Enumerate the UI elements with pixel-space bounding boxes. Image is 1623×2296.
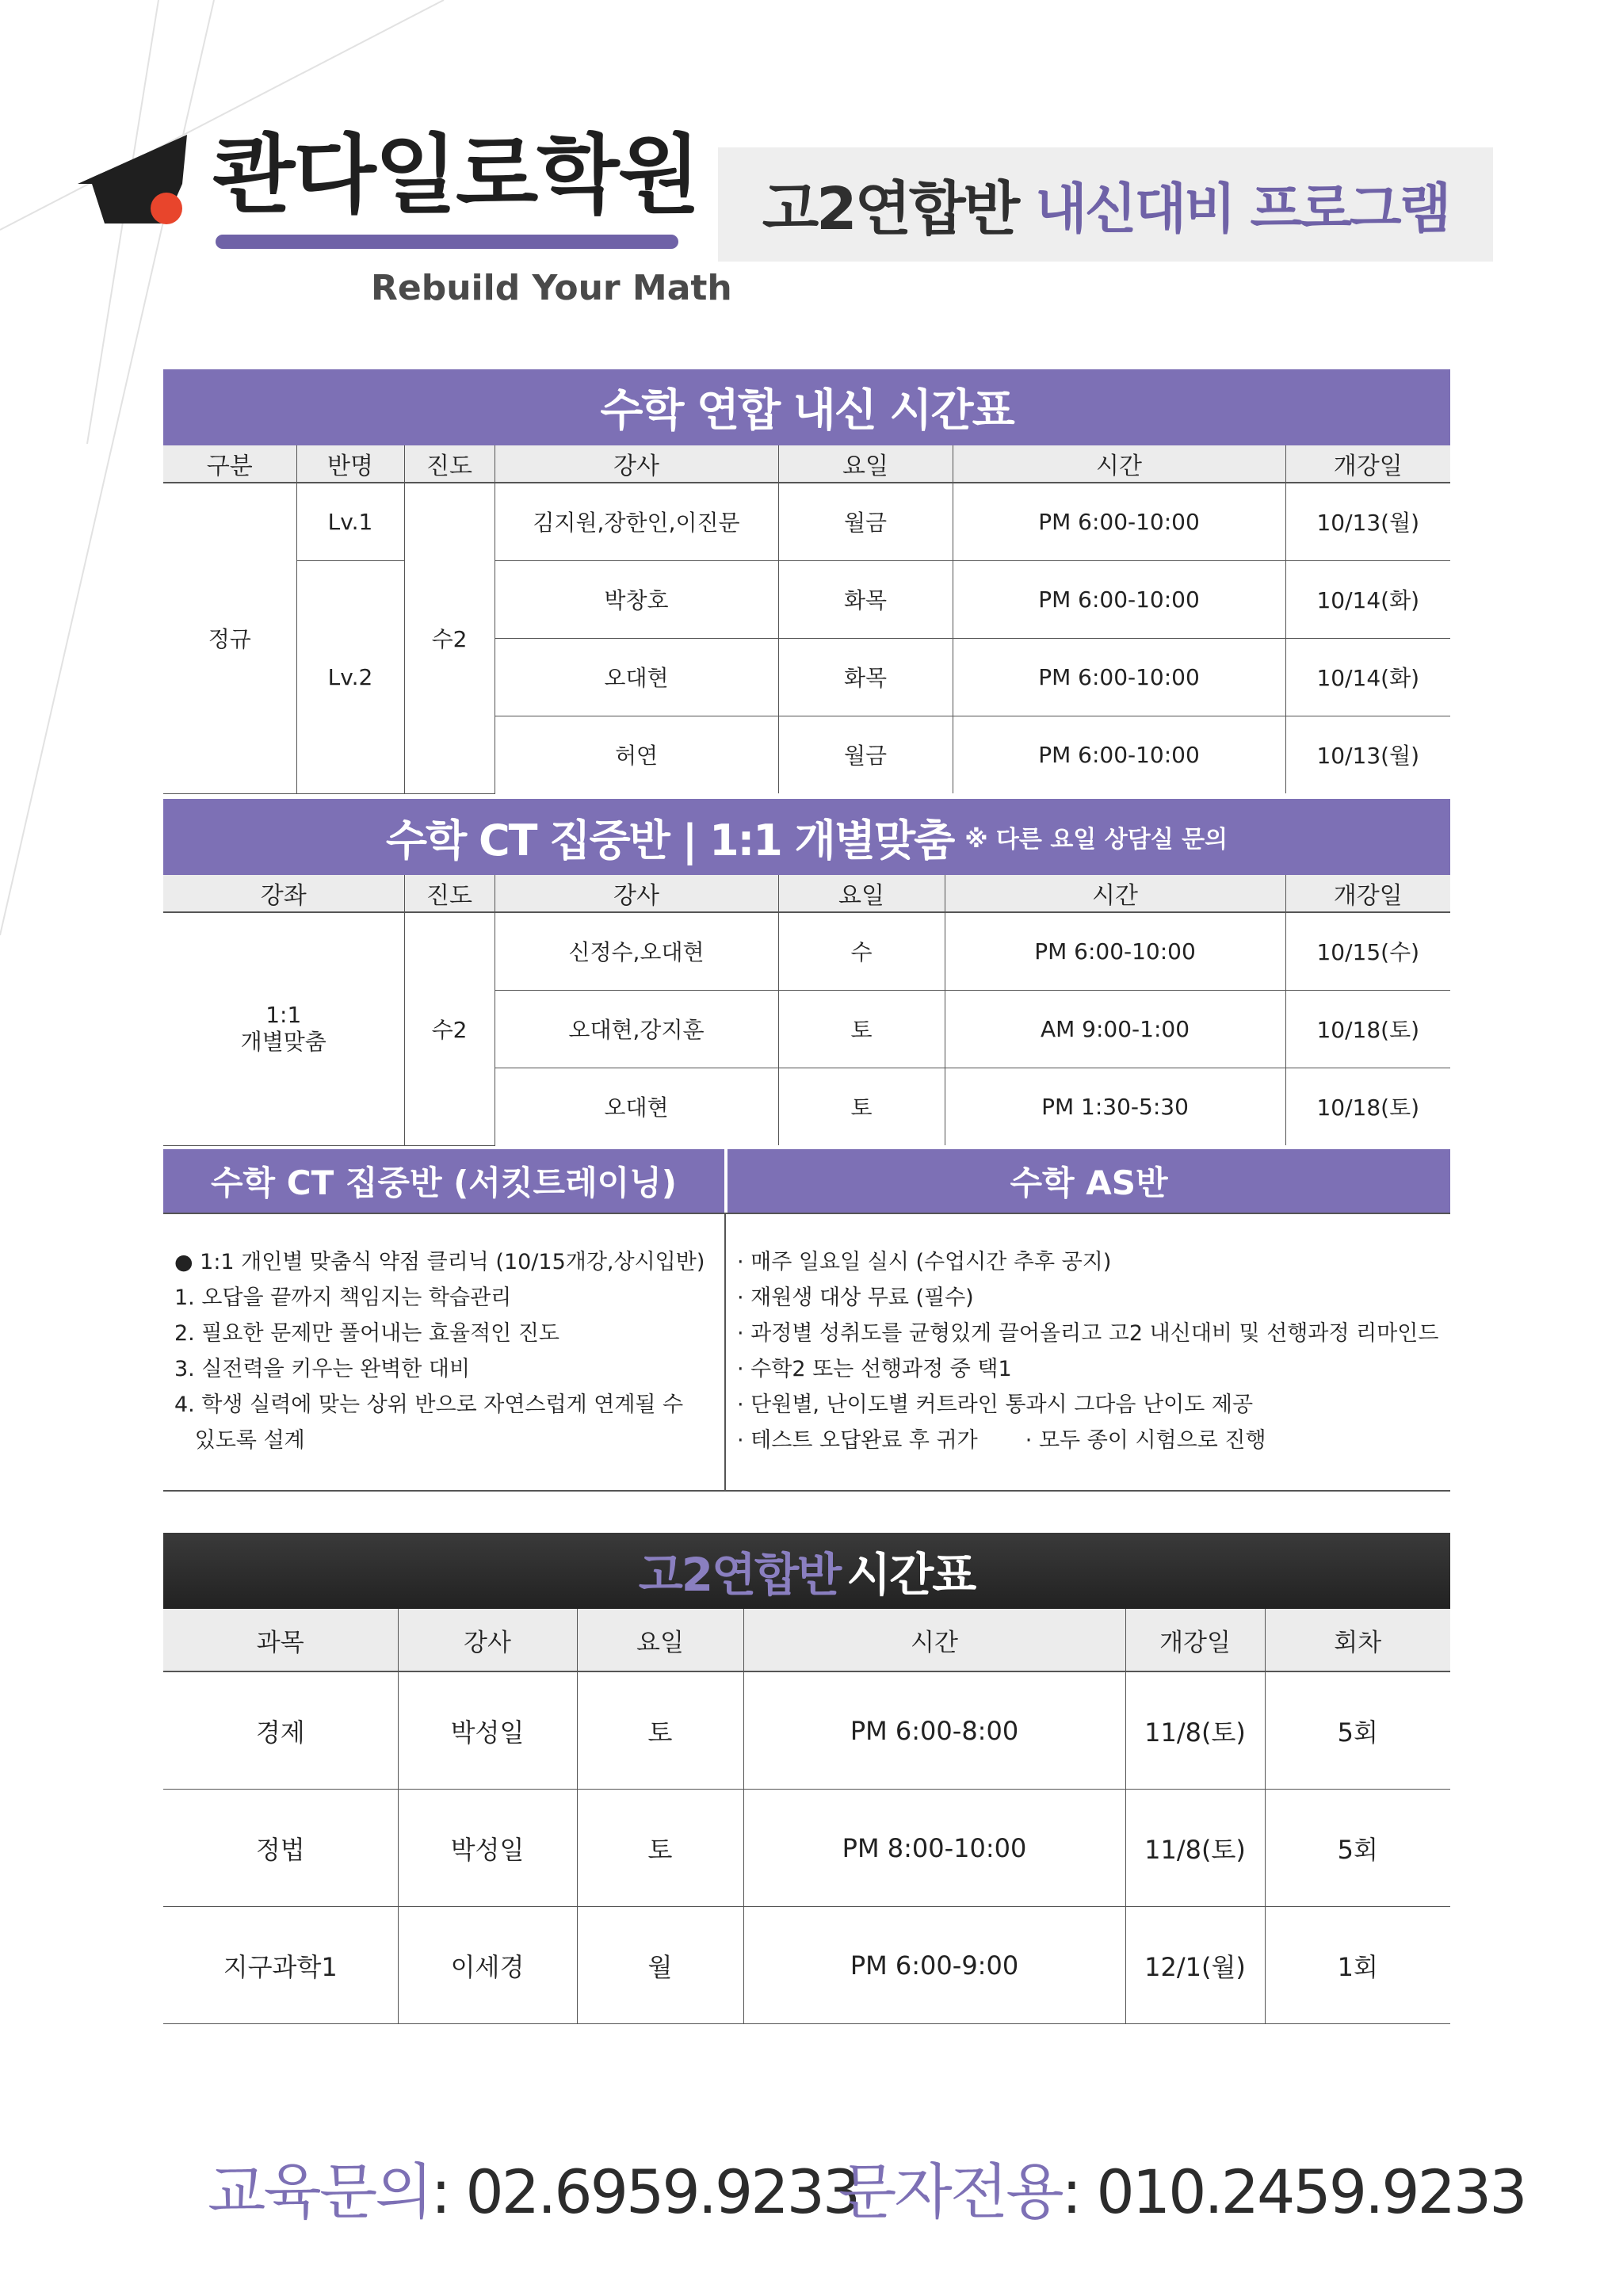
start-cell: 10/15(수) <box>1285 912 1450 990</box>
table-row <box>163 1790 1450 1907</box>
teacher-cell: 김지원,장한인,이진문 <box>495 483 778 560</box>
start-cell: 10/18(토) <box>1285 990 1450 1068</box>
circuit-title: 수학 CT 집중반 (서킷트레이닝) <box>163 1149 724 1213</box>
table2-header: 요일 <box>778 875 945 912</box>
table2-header-row <box>163 875 1450 912</box>
subject-cell: 정법 <box>163 1790 398 1907</box>
list-item: · 단원별, 난이도별 커트라인 통과시 그다음 난이도 제공 <box>737 1392 1254 1417</box>
time-cell: PM 6:00-9:00 <box>743 1907 1125 2024</box>
program-title-main: 고2연합반 <box>762 175 1018 243</box>
start-cell: 10/14(화) <box>1285 560 1450 638</box>
table1-header: 구분 <box>163 445 296 483</box>
start-cell: 10/13(월) <box>1285 483 1450 560</box>
as-class-list <box>737 1244 1442 1458</box>
sms-contact-label: 문자전용 <box>838 2157 1062 2227</box>
teacher-cell: 오대현,강지훈 <box>495 990 778 1068</box>
table1-header: 개강일 <box>1285 445 1450 483</box>
table-row <box>163 1907 1450 2024</box>
edu-contact <box>208 2157 859 2227</box>
table1-header: 시간 <box>953 445 1285 483</box>
table3-title-accent: 고2연합반 <box>638 1548 841 1602</box>
time-cell: PM 6:00-8:00 <box>743 1671 1125 1790</box>
count-cell: 5회 <box>1265 1671 1450 1790</box>
table3-header: 요일 <box>577 1609 743 1671</box>
edu-contact-label: 교육문의 <box>208 2157 431 2227</box>
table3-title-band <box>163 1533 1450 1609</box>
table1-header-row <box>163 445 1450 483</box>
sms-contact <box>838 2157 1526 2227</box>
table2-header: 진도 <box>404 875 495 912</box>
time-cell: PM 6:00-10:00 <box>953 638 1285 716</box>
table1-header: 요일 <box>778 445 953 483</box>
list-item: 1. 오답을 끝까지 책임지는 학습관리 <box>174 1286 512 1310</box>
table-row <box>163 560 1450 638</box>
brand-underline <box>216 235 678 249</box>
table1-header: 진도 <box>404 445 495 483</box>
teacher-cell: 신정수,오대현 <box>495 912 778 990</box>
table2-title: 수학 CT 집중반 | 1:1 개별맞춤 <box>385 815 954 865</box>
subject-cell: 지구과학1 <box>163 1907 398 2024</box>
list-item: · 테스트 오답완료 후 귀가 · 모두 종이 시험으로 진행 <box>737 1428 1266 1453</box>
brand-slogan: Rebuild Your Math <box>371 268 732 308</box>
category-cell: 정규 <box>163 483 296 793</box>
table2-header: 개강일 <box>1285 875 1450 912</box>
divider <box>163 1213 1450 1214</box>
day-cell: 토 <box>577 1671 743 1790</box>
subject-cell: 경제 <box>163 1671 398 1790</box>
teacher-cell: 허연 <box>495 716 778 793</box>
time-cell: AM 9:00-1:00 <box>945 990 1285 1068</box>
divider <box>724 1213 726 1490</box>
table2-header: 시간 <box>945 875 1285 912</box>
divider <box>163 1490 1450 1492</box>
table-row <box>163 912 1450 990</box>
list-item: 3. 실전력을 키우는 완벽한 대비 <box>174 1357 471 1381</box>
teacher-cell: 이세경 <box>398 1907 577 2024</box>
as-class-title: 수학 AS반 <box>727 1149 1450 1213</box>
teacher-cell: 오대현 <box>495 1068 778 1145</box>
table1-title: 수학 연합 내신 시간표 <box>163 369 1450 445</box>
edu-contact-number: : 02.6959.9233 <box>430 2157 859 2227</box>
day-cell: 토 <box>778 990 945 1068</box>
start-cell: 12/1(월) <box>1125 1907 1265 2024</box>
start-cell: 10/18(토) <box>1285 1068 1450 1145</box>
day-cell: 화목 <box>778 638 953 716</box>
teacher-cell: 박성일 <box>398 1790 577 1907</box>
start-cell: 11/8(토) <box>1125 1671 1265 1790</box>
progress-cell: 수2 <box>404 912 495 1145</box>
start-cell: 10/13(월) <box>1285 716 1450 793</box>
day-cell: 월 <box>577 1907 743 2024</box>
time-cell: PM 6:00-10:00 <box>953 716 1285 793</box>
program-title-box <box>718 147 1493 262</box>
day-cell: 토 <box>778 1068 945 1145</box>
table1 <box>163 445 1450 794</box>
table2 <box>163 875 1450 1146</box>
table3-header: 회차 <box>1265 1609 1450 1671</box>
table3 <box>163 1609 1450 2024</box>
day-cell: 화목 <box>778 560 953 638</box>
logo-icon <box>78 135 197 230</box>
start-cell: 10/14(화) <box>1285 638 1450 716</box>
course-line: 1:1 <box>265 1002 302 1029</box>
table3-header: 시간 <box>743 1609 1125 1671</box>
class-cell: Lv.2 <box>296 560 404 793</box>
table2-header: 강좌 <box>163 875 404 912</box>
table2-header: 강사 <box>495 875 778 912</box>
day-cell: 토 <box>577 1790 743 1907</box>
count-cell: 5회 <box>1265 1790 1450 1907</box>
table1-header: 반명 <box>296 445 404 483</box>
start-cell: 11/8(토) <box>1125 1790 1265 1907</box>
class-cell: Lv.1 <box>296 483 404 560</box>
list-item: · 재원생 대상 무료 (필수) <box>737 1286 974 1310</box>
table3-title: 시간표 <box>846 1548 976 1602</box>
teacher-cell: 오대현 <box>495 638 778 716</box>
circuit-list <box>174 1244 713 1458</box>
course-cell <box>163 912 404 1145</box>
time-cell: PM 6:00-10:00 <box>953 560 1285 638</box>
course-line: 개별맞춤 <box>240 1029 327 1056</box>
sms-contact-number: : 010.2459.9233 <box>1061 2157 1526 2227</box>
time-cell: PM 8:00-10:00 <box>743 1790 1125 1907</box>
time-cell: PM 6:00-10:00 <box>945 912 1285 990</box>
table2-note: ※ 다른 요일 상담실 문의 <box>964 826 1228 854</box>
table-row <box>163 483 1450 560</box>
list-item: · 과정별 성취도를 균형있게 끌어올리고 고2 내신대비 및 선행과정 리마인드 <box>737 1321 1439 1346</box>
table-row <box>163 1671 1450 1790</box>
table3-header: 강사 <box>398 1609 577 1671</box>
table3-header: 개강일 <box>1125 1609 1265 1671</box>
time-cell: PM 1:30-5:30 <box>945 1068 1285 1145</box>
progress-cell: 수2 <box>404 483 495 793</box>
list-item: 4. 학생 실력에 맞는 상위 반으로 자연스럽게 연계될 수 <box>174 1392 684 1417</box>
list-item: · 수학2 또는 선행과정 중 택1 <box>737 1357 1012 1381</box>
list-item: 2. 필요한 문제만 풀어내는 효율적인 진도 <box>174 1321 559 1346</box>
day-cell: 수 <box>778 912 945 990</box>
time-cell: PM 6:00-10:00 <box>953 483 1285 560</box>
count-cell: 1회 <box>1265 1907 1450 2024</box>
table3-header-row <box>163 1609 1450 1671</box>
teacher-cell: 박창호 <box>495 560 778 638</box>
list-item: 있도록 설계 <box>174 1428 305 1453</box>
table3-header: 과목 <box>163 1609 398 1671</box>
list-item: ● 1:1 개인별 맞춤식 약점 클리닉 (10/15개강,상시입반) <box>174 1250 705 1274</box>
day-cell: 월금 <box>778 483 953 560</box>
table2-title-band <box>163 799 1450 875</box>
program-title-sub: 내신대비 프로그램 <box>1035 178 1449 241</box>
teacher-cell: 박성일 <box>398 1671 577 1790</box>
day-cell: 월금 <box>778 716 953 793</box>
brand-name: 콴다일로학원 <box>212 126 699 225</box>
list-item: · 매주 일요일 실시 (수업시간 추후 공지) <box>737 1250 1112 1274</box>
table1-header: 강사 <box>495 445 778 483</box>
